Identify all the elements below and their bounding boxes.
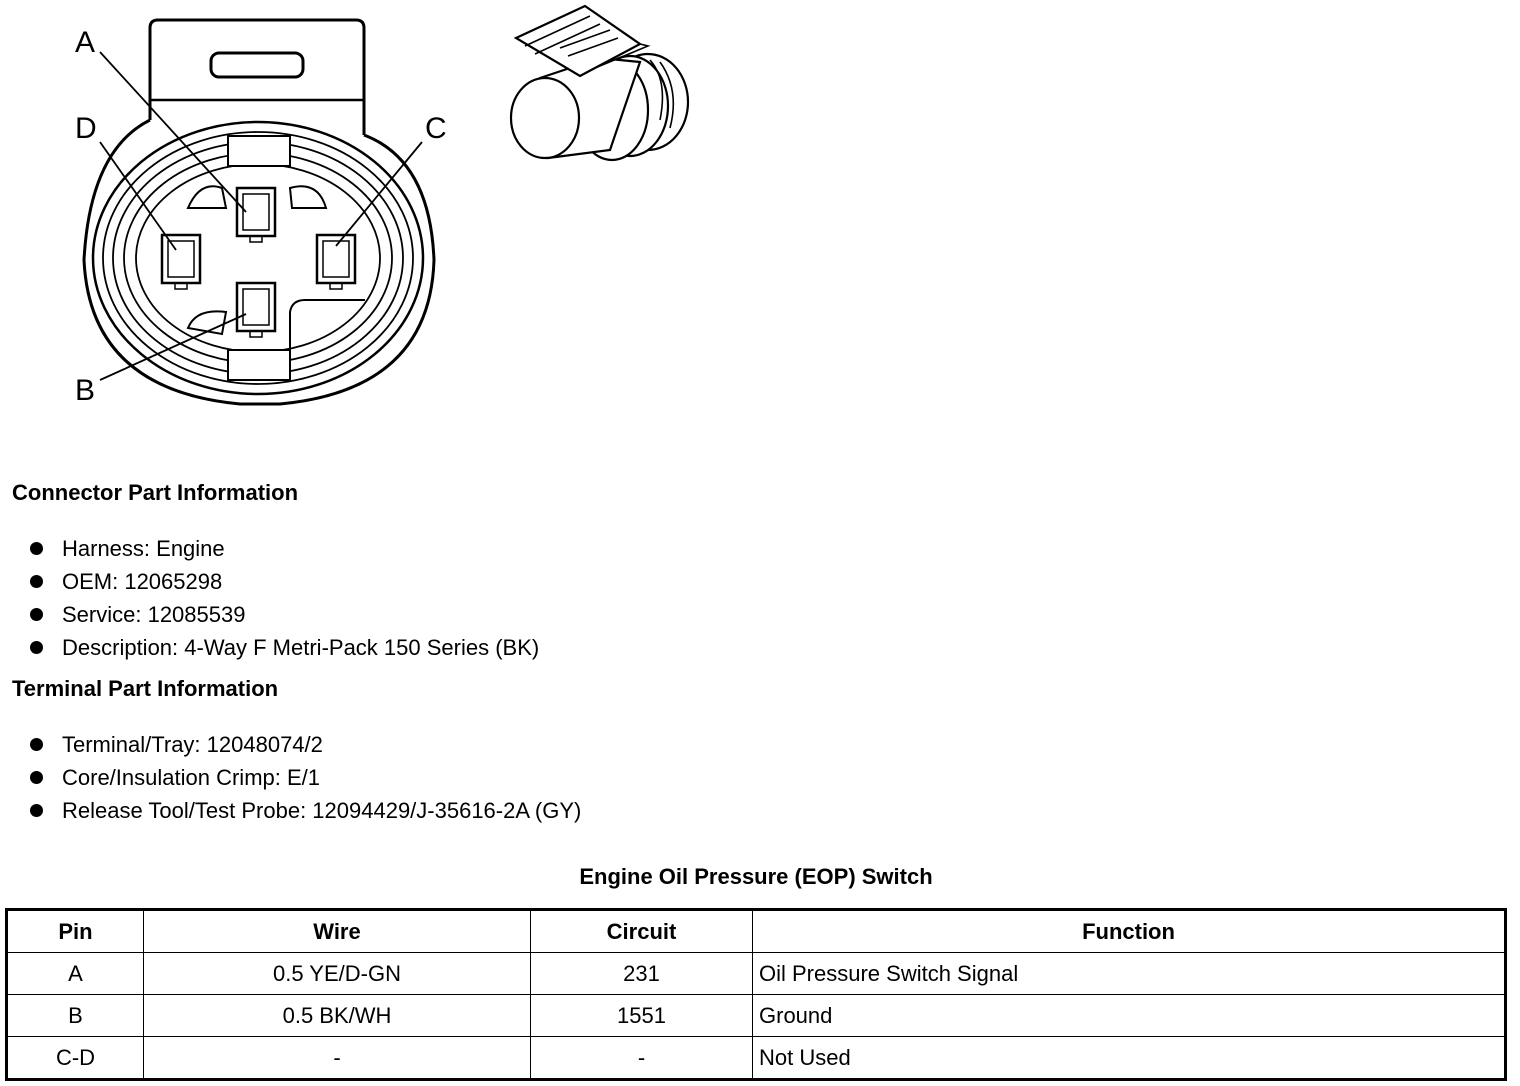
list-item: Description: 4-Way F Metri-Pack 150 Series (BK) [28, 631, 539, 664]
function-cell: Not Used [753, 1037, 1506, 1080]
circuit-cell: - [531, 1037, 753, 1080]
bullet-icon [30, 608, 43, 621]
bullet-icon [30, 641, 43, 654]
bullet-icon [30, 804, 43, 817]
bullet-icon [30, 771, 43, 784]
pin-label-b: B [75, 374, 96, 407]
list-item: Release Tool/Test Probe: 12094429/J-35616-2A (GY) [28, 794, 581, 827]
bullet-icon [30, 575, 43, 588]
connector-diagram [0, 0, 720, 420]
column-header-circuit: Circuit [531, 910, 753, 953]
wire-cell: 0.5 BK/WH [144, 995, 531, 1037]
terminal-part-info-heading: Terminal Part Information [12, 676, 279, 701]
column-header-wire: Wire [144, 910, 531, 953]
pin-label-c: C [425, 112, 447, 145]
terminal-part-info-list [28, 728, 581, 827]
function-cell: Ground [753, 995, 1506, 1037]
table-header-row [7, 910, 1506, 953]
pin-cell: A [7, 953, 144, 995]
column-header-function: Function [753, 910, 1506, 953]
bullet-icon [30, 542, 43, 555]
list-item: Core/Insulation Crimp: E/1 [28, 761, 581, 794]
circuit-cell: 231 [531, 953, 753, 995]
pin-label-a: A [75, 26, 96, 59]
list-item: Terminal/Tray: 12048074/2 [28, 728, 581, 761]
table-row [7, 953, 1506, 995]
pinout-table [5, 908, 1507, 1081]
pin-cell: C-D [7, 1037, 144, 1080]
connector-part-info-list [28, 532, 539, 664]
wire-cell: 0.5 YE/D-GN [144, 953, 531, 995]
pin-label-d: D [75, 112, 97, 145]
list-item: Harness: Engine [28, 532, 539, 565]
table-row [7, 1037, 1506, 1080]
connector-isometric-view [511, 6, 688, 160]
wire-cell: - [144, 1037, 531, 1080]
table-row [7, 995, 1506, 1037]
pin-cell: B [7, 995, 144, 1037]
list-item: Service: 12085539 [28, 598, 539, 631]
connector-part-info-heading: Connector Part Information [12, 480, 299, 505]
function-cell: Oil Pressure Switch Signal [753, 953, 1506, 995]
bullet-icon [30, 738, 43, 751]
column-header-pin: Pin [7, 910, 144, 953]
list-item: OEM: 12065298 [28, 565, 539, 598]
table-title: Engine Oil Pressure (EOP) Switch [579, 864, 933, 889]
circuit-cell: 1551 [531, 995, 753, 1037]
